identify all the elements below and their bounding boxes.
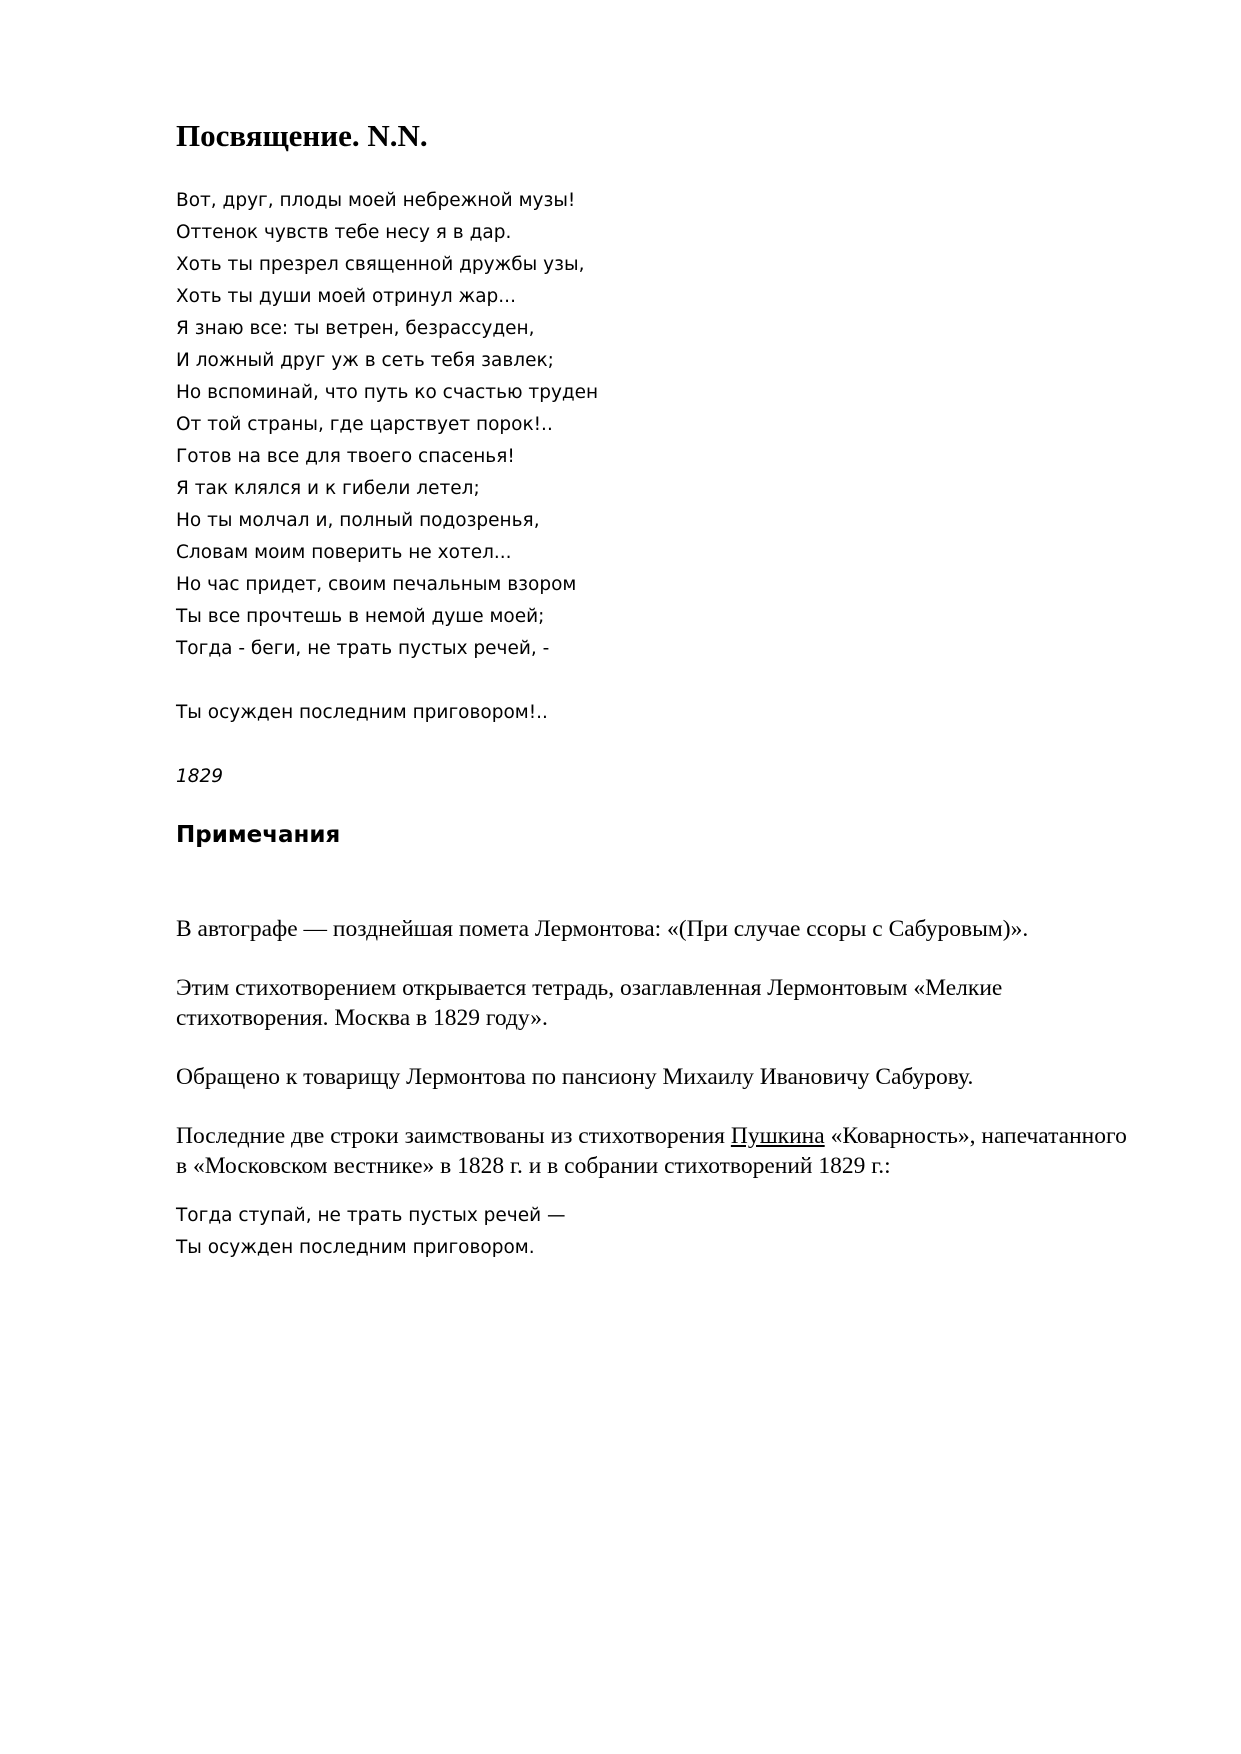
note-paragraph: Обращено к товарищу Лермонтова по пансиону Михаилу Ивановичу Сабурову.	[176, 1064, 974, 1090]
pushkin-link[interactable]: Пушкина	[730, 1123, 825, 1149]
poem-line: Я знаю все: ты ветрен, безрассуден,	[176, 318, 535, 339]
note-text: «Коварность», напечатанного в «Московском вестнике» в 1828 г. и в собрании стихотворений 1829 г.:	[176, 1123, 1127, 1179]
poem-line: Я так клялся и к гибели летел;	[176, 478, 480, 499]
notes-heading: Примечания	[176, 822, 341, 848]
poem-line: Вот, друг, плоды моей небрежной музы!	[176, 190, 576, 211]
note-paragraph	[176, 1121, 1136, 1181]
poem-line: Хоть ты презрел священной дружбы узы,	[176, 254, 585, 275]
poem-title: Посвящение. N.N.	[176, 118, 428, 153]
poem-line: Тогда - беги, не трать пустых речей, -	[176, 638, 550, 659]
stanza-gap	[176, 665, 598, 697]
poem-line: Ты все прочтешь в немой душе моей;	[176, 606, 545, 627]
quote-line: Тогда ступай, не трать пустых речей —	[176, 1205, 566, 1226]
poem-line: Но ты молчал и, полный подозренья,	[176, 510, 540, 531]
note-paragraph: В автографе — позднейшая помета Лермонтова: «(При случае ссоры с Сабуровым)».	[176, 916, 1029, 942]
poem-line: И ложный друг уж в сеть тебя завлек;	[176, 350, 554, 371]
note-paragraph: Этим стихотворением открывается тетрадь, озаглавленная Лермонтовым «Мелкие стихотворения. Москва в 1829 году».	[176, 975, 1003, 1031]
poem-line: Но вспоминай, что путь ко счастью труден	[176, 382, 599, 403]
poem-line: Хоть ты души моей отринул жар...	[176, 286, 516, 307]
poem-line: Словам моим поверить не хотел...	[176, 542, 512, 563]
notes-body	[176, 914, 1136, 1210]
quote-block	[176, 1200, 566, 1264]
poem-body	[176, 185, 598, 729]
poem-line: Но час придет, своим печальным взором	[176, 574, 577, 595]
quote-line: Ты осужден последним приговором.	[176, 1237, 535, 1258]
poem-last-line: Ты осужден последним приговором!..	[176, 702, 548, 723]
poem-line: Оттенок чувств тебе несу я в дар.	[176, 222, 512, 243]
poem-line: От той страны, где царствует порок!..	[176, 414, 553, 435]
poem-line: Готов на все для твоего спасенья!	[176, 446, 515, 467]
poem-year: 1829	[176, 766, 224, 787]
note-text: Последние две строки заимствованы из стихотворения	[176, 1123, 731, 1149]
